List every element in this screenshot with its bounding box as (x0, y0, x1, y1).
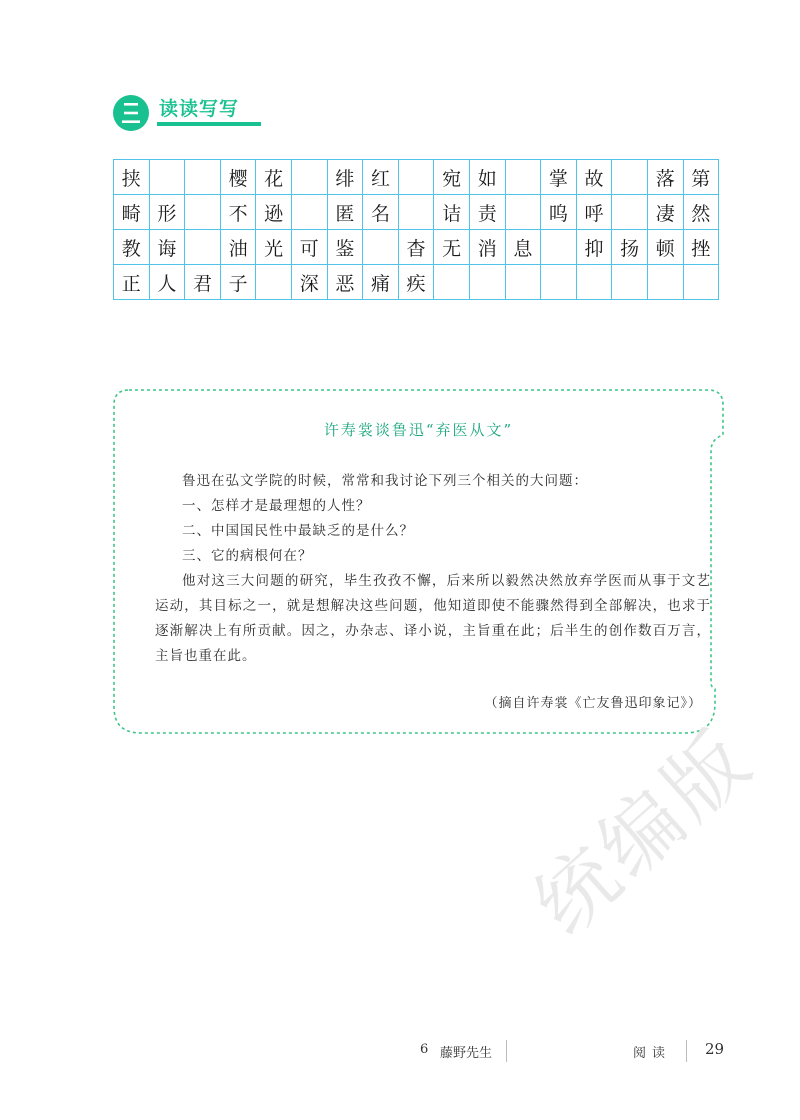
grid-cell (576, 265, 612, 300)
grid-cell: 绯 (327, 160, 363, 195)
lesson-number: 6 (420, 1042, 429, 1057)
grid-cell (256, 265, 292, 300)
grid-cell (185, 230, 221, 265)
grid-cell: 红 (363, 160, 399, 195)
grid-cell: 掌 (541, 160, 577, 195)
grid-cell: 责 (469, 195, 505, 230)
grid-cell: 消 (469, 230, 505, 265)
grid-row (114, 230, 719, 265)
reading-paragraph: 他对这三大问题的研究，毕生孜孜不懈，后来所以毅然决然放弃学医而从事于文艺运动，其目标之一，就是想解决这些问题，他知道即使不能骤然得到全部解决，也求于逐渐解决上有所贡献。因之，办杂志、译小说，主旨重在此；后半生的创作数百万言，主旨也重在此。 (155, 573, 711, 664)
grid-cell: 息 (505, 230, 541, 265)
grid-cell: 痛 (363, 265, 399, 300)
section-header (113, 92, 253, 132)
grid-cell: 抑 (576, 230, 612, 265)
grid-cell (505, 160, 541, 195)
grid-cell (469, 265, 505, 300)
watermark: 统编版 (517, 710, 772, 953)
grid-cell: 故 (576, 160, 612, 195)
reading-box (113, 389, 724, 734)
grid-cell (683, 265, 719, 300)
grid-cell (647, 265, 683, 300)
grid-cell: 第 (683, 160, 719, 195)
grid-cell (541, 265, 577, 300)
grid-cell (398, 195, 434, 230)
page-number: 29 (705, 1040, 725, 1058)
number-3-circle-icon (113, 95, 149, 131)
grid-cell (149, 160, 185, 195)
grid-cell: 呜 (541, 195, 577, 230)
grid-cell: 挟 (114, 160, 150, 195)
grid-cell (398, 160, 434, 195)
footer-divider (506, 1040, 507, 1062)
grid-cell: 落 (647, 160, 683, 195)
section-label: 阅读 (633, 1046, 672, 1061)
grid-cell: 凄 (647, 195, 683, 230)
grid-cell: 教 (114, 230, 150, 265)
grid-cell: 顿 (647, 230, 683, 265)
grid-cell: 然 (683, 195, 719, 230)
grid-row (114, 160, 719, 195)
grid-cell (505, 265, 541, 300)
grid-cell (434, 265, 470, 300)
reading-paragraph: 三、它的病根何在？ (182, 548, 313, 564)
grid-cell: 形 (149, 195, 185, 230)
grid-cell: 扬 (612, 230, 648, 265)
grid-cell (505, 195, 541, 230)
grid-cell: 疾 (398, 265, 434, 300)
grid-cell: 宛 (434, 160, 470, 195)
grid-cell: 花 (256, 160, 292, 195)
grid-cell (291, 195, 327, 230)
section-title: 读读写写 (159, 98, 240, 120)
grid-cell: 畸 (114, 195, 150, 230)
grid-cell: 诘 (434, 195, 470, 230)
grid-cell (185, 195, 221, 230)
reading-paragraph: 鲁迅在弘文学院的时候，常常和我讨论下列三个相关的大问题： (182, 473, 588, 489)
reading-title: 许寿裳谈鲁迅“弃医从文” (323, 421, 514, 439)
grid-cell: 正 (114, 265, 150, 300)
grid-cell: 光 (256, 230, 292, 265)
section-title-underline (157, 122, 261, 126)
copybook-grid (113, 159, 719, 300)
grid-cell (363, 230, 399, 265)
grid-cell (291, 160, 327, 195)
grid-cell: 呼 (576, 195, 612, 230)
grid-cell: 杳 (398, 230, 434, 265)
grid-cell: 无 (434, 230, 470, 265)
grid-cell (612, 195, 648, 230)
grid-cell: 深 (291, 265, 327, 300)
grid-cell: 不 (220, 195, 256, 230)
reading-body (155, 469, 711, 669)
grid-cell: 樱 (220, 160, 256, 195)
grid-cell: 人 (149, 265, 185, 300)
reading-paragraph: 二、中国国民性中最缺乏的是什么？ (182, 523, 414, 539)
grid-cell: 逊 (256, 195, 292, 230)
grid-cell: 恶 (327, 265, 363, 300)
grid-cell: 匿 (327, 195, 363, 230)
lesson-title: 藤野先生 (440, 1046, 493, 1061)
grid-cell: 如 (469, 160, 505, 195)
grid-cell: 名 (363, 195, 399, 230)
grid-cell: 油 (220, 230, 256, 265)
grid-row (114, 265, 719, 300)
reading-paragraph: 一、怎样才是最理想的人性？ (182, 498, 371, 514)
grid-row (114, 195, 719, 230)
grid-cell: 鉴 (327, 230, 363, 265)
grid-cell: 子 (220, 265, 256, 300)
reading-source: （摘自许寿裳《亡友鲁迅印象记》） (484, 696, 702, 711)
grid-cell (185, 160, 221, 195)
grid-cell: 可 (291, 230, 327, 265)
grid-cell (612, 160, 648, 195)
grid-cell (612, 265, 648, 300)
footer-divider (686, 1040, 687, 1062)
grid-cell: 挫 (683, 230, 719, 265)
grid-cell: 君 (185, 265, 221, 300)
grid-cell (541, 230, 577, 265)
grid-cell: 诲 (149, 230, 185, 265)
